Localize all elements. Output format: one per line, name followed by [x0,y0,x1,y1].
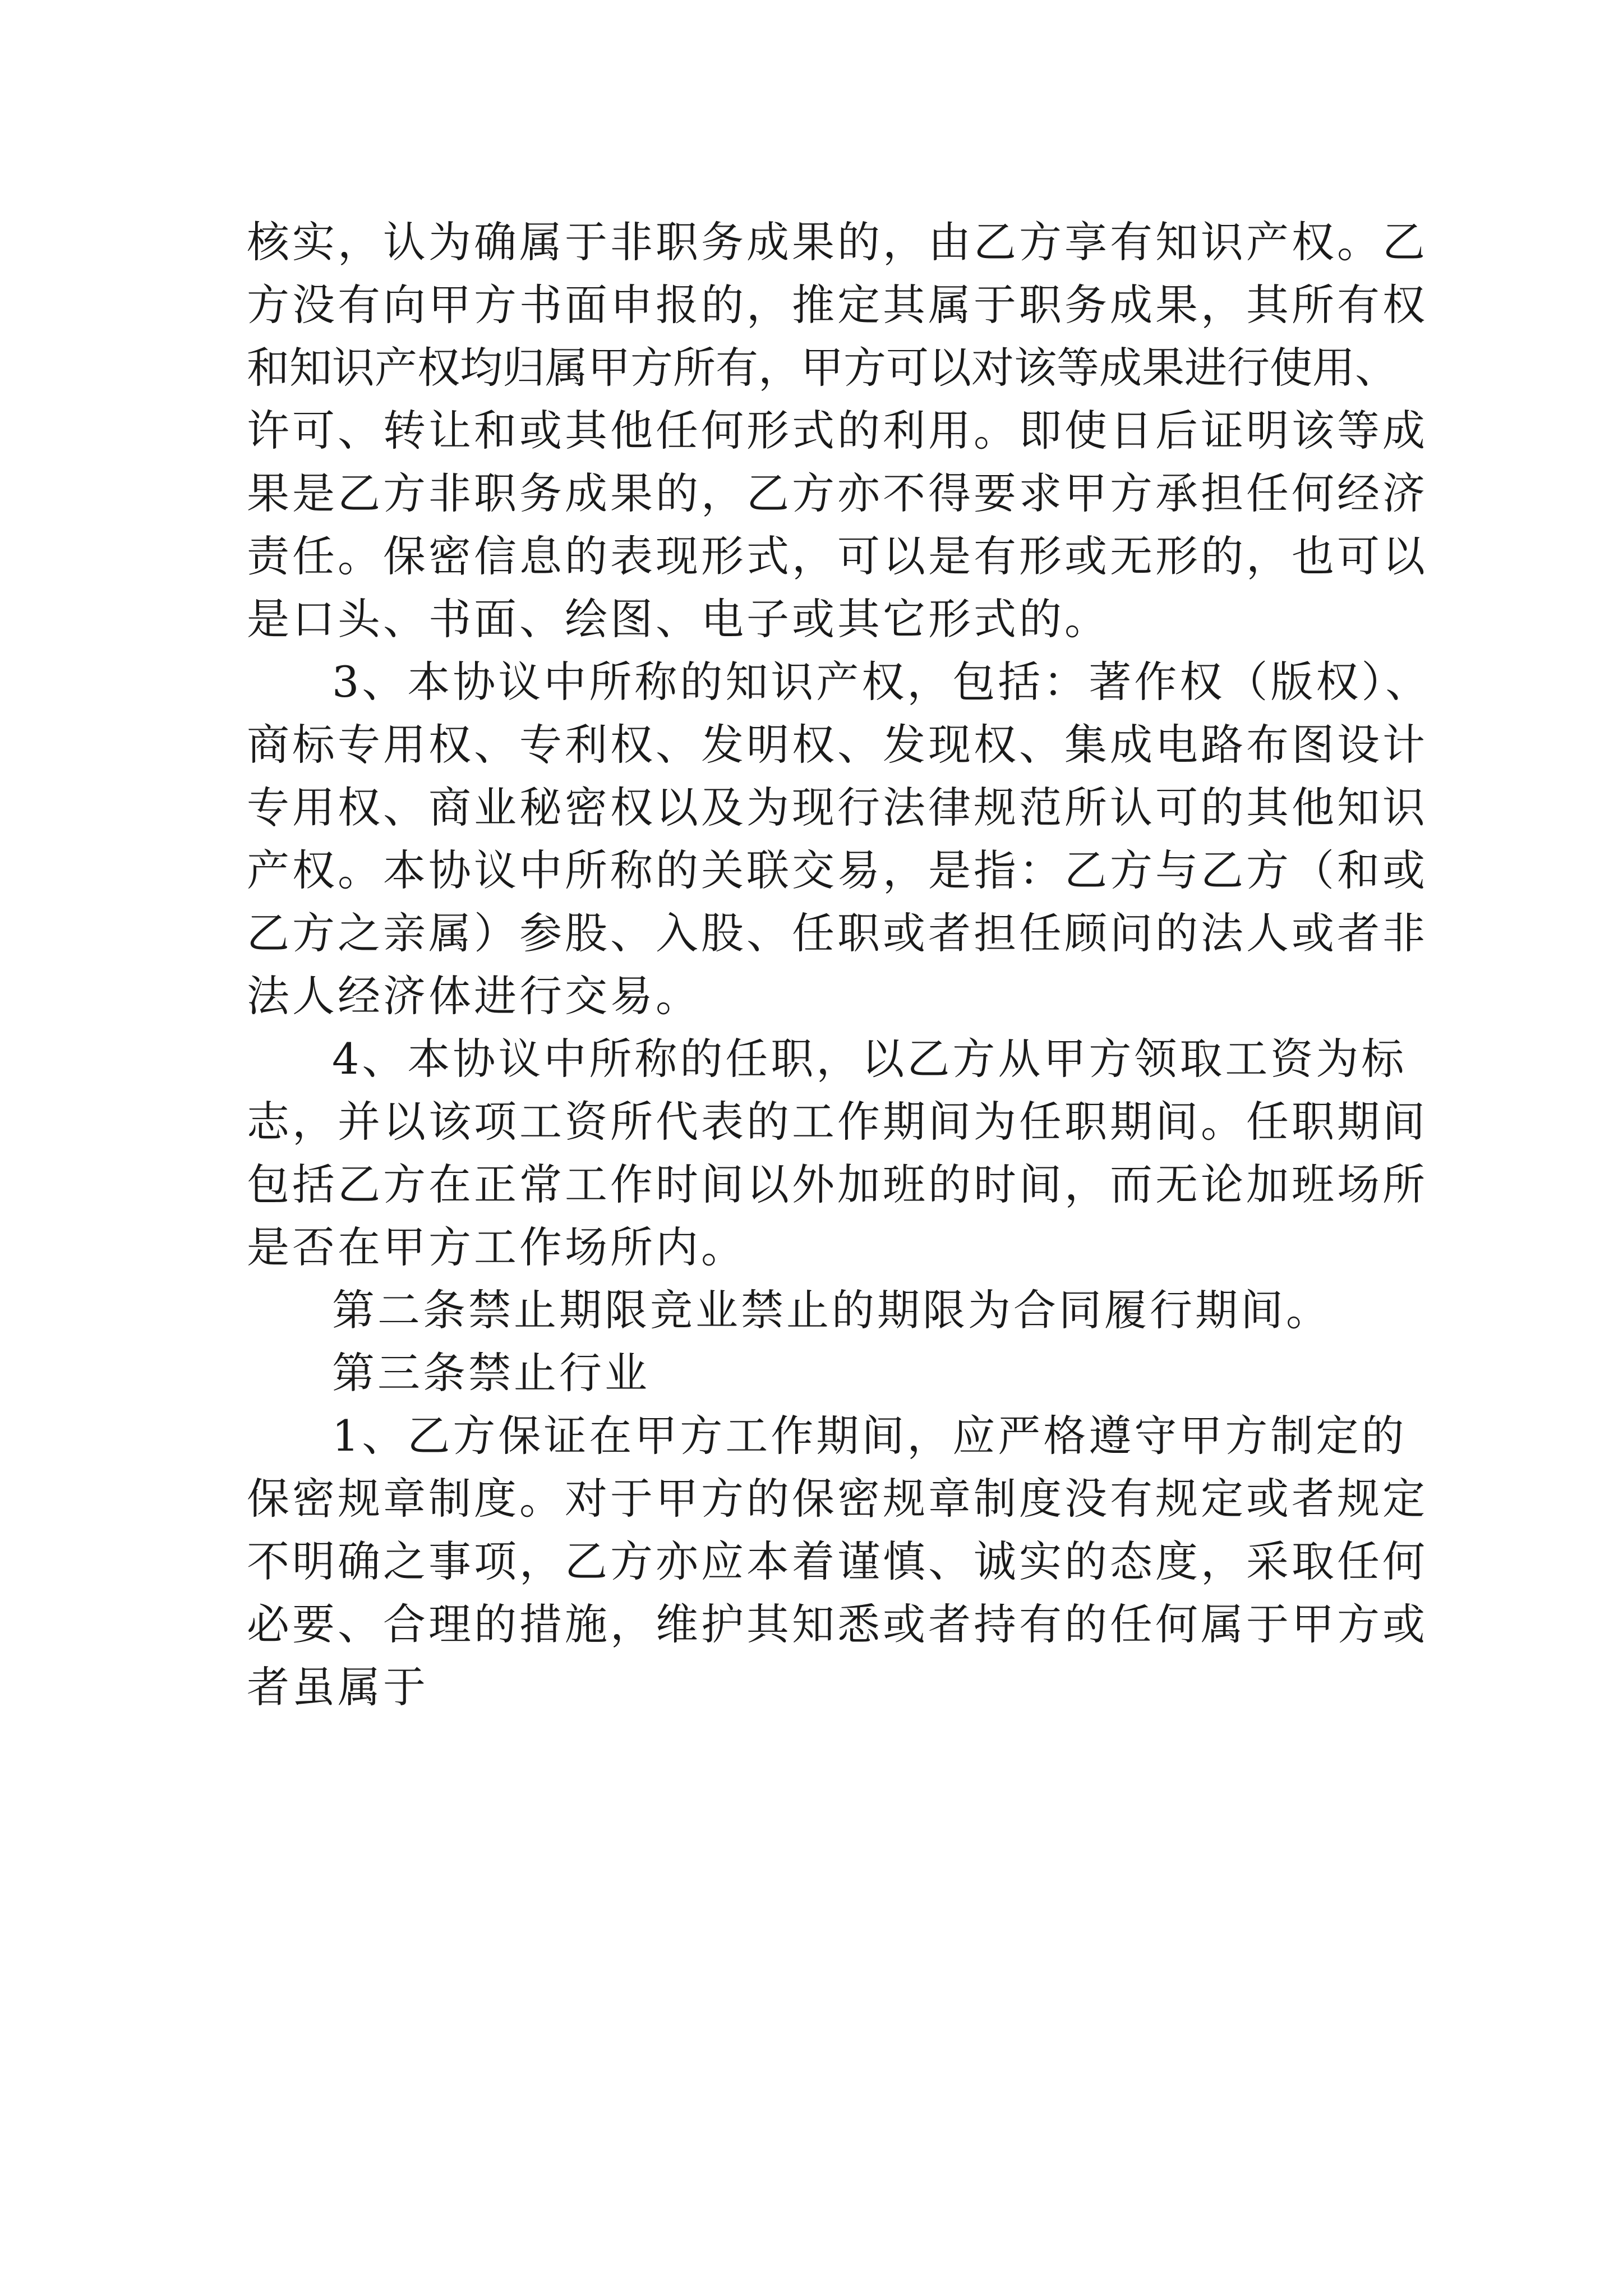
text-line: 商标专用权、专利权、发明权、发现权、集成电路布图设计 [247,720,1428,770]
paragraph-start-line: 3、本协议中所称的知识产权，包括：著作权（版权）、 [332,657,1431,707]
text-line: 和知识产权均归属甲方所有，甲方可以对该等成果进行使用、 [247,343,1398,393]
text-line: 不明确之事项，乙方亦应本着谨慎、诚实的态度，采取任何 [247,1536,1428,1586]
text-line: 责任。保密信息的表现形式，可以是有形或无形的，也可以 [247,531,1428,581]
text-line: 方没有向甲方书面申报的，推定其属于职务成果，其所有权 [247,280,1428,330]
text-line: 许可、转让和或其他任何形式的利用。即使日后证明该等成 [247,406,1428,455]
paragraph-start-line: 4、本协议中所称的任职，以乙方从甲方领取工资为标 [332,1034,1407,1084]
text-line: 必要、合理的措施，维护其知悉或者持有的任何属于甲方或 [247,1599,1428,1649]
text-line: 产权。本协议中所称的关联交易，是指：乙方与乙方（和或 [247,845,1428,895]
article-heading-line: 第二条禁止期限竞业禁止的期限为合同履行期间。 [332,1285,1331,1335]
text-line: 法人经济体进行交易。 [247,971,701,1021]
text-line: 者虽属于 [247,1662,428,1712]
paragraph-start-line: 1、乙方保证在甲方工作期间，应严格遵守甲方制定的 [332,1411,1407,1461]
text-line: 保密规章制度。对于甲方的保密规章制度没有规定或者规定 [247,1474,1428,1524]
text-line: 是否在甲方工作场所内。 [247,1222,746,1272]
text-line: 志，并以该项工资所代表的工作期间为任职期间。任职期间 [247,1097,1428,1147]
article-heading-line: 第三条禁止行业 [332,1348,650,1398]
text-line: 果是乙方非职务成果的，乙方亦不得要求甲方承担任何经济 [247,468,1428,518]
document-body [247,211,1431,1719]
text-line: 包括乙方在正常工作时间以外加班的时间，而无论加班场所 [247,1159,1428,1209]
text-line: 专用权、商业秘密权以及为现行法律规范所认可的其他知识 [247,783,1428,832]
text-line: 是口头、书面、绘图、电子或其它形式的。 [247,594,1110,644]
text-line: 核实，认为确属于非职务成果的，由乙方享有知识产权。乙 [247,217,1428,267]
text-line: 乙方之亲属）参股、入股、任职或者担任顾问的法人或者非 [247,908,1428,958]
